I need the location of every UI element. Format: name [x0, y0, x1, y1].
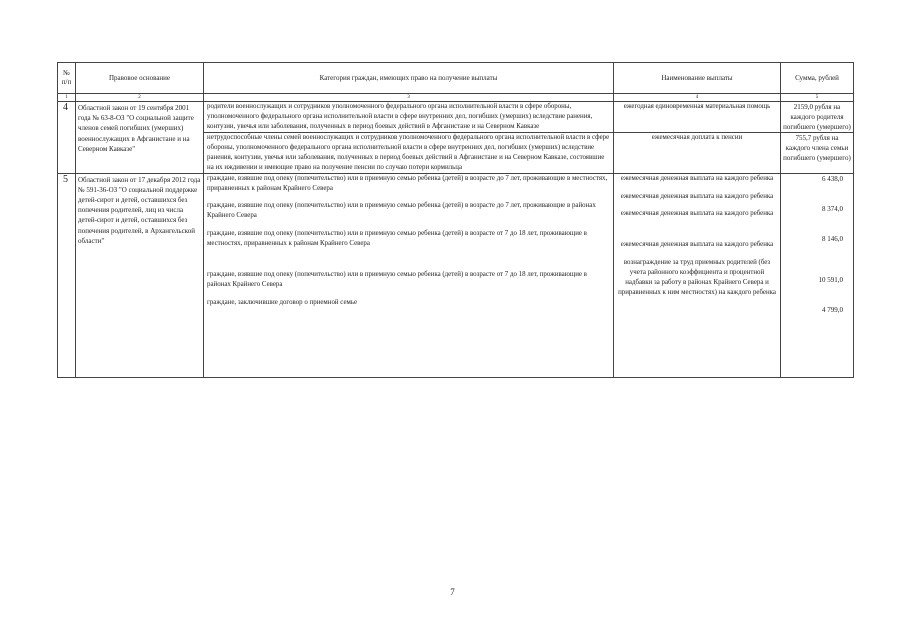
amount-cell [781, 173, 854, 377]
page-number: 7 [450, 587, 455, 597]
header-legal-basis: Правовое основание [76, 63, 204, 94]
column-number: 1 [58, 94, 76, 102]
legal-basis: Областной закон от 17 декабря 2012 года № 591-36-ОЗ "О социальной поддержке детей-сирот и детей, оставшихся без попечения родителей, лиц из числа детей-сирот и детей, оставшихся без попечения родителей, в Архангельской области" [76, 173, 204, 377]
payment-name: ежемесячная денежная выплата на каждого ребенка [620, 241, 774, 249]
payment-name: вознаграждение за труд приемных родителей (без учета районного коэффициента и процентной надбавки за работу в районах Крайнего Севера и приравненных к ним местностях) на каждого ребенка [618, 259, 776, 296]
payment-amount: 8 146,0 [822, 234, 843, 243]
citizen-category: родители военнослужащих и сотрудников уполномоченного федерального органа исполнительной власти в сфере обороны, уполномоченного федерального органа исполнительной власти в сфере внутренних дел, погибших (умерших) вследствие ранения, контузии, увечья или заболевания, полученных в период боевых действий в Афганистане и на Северном Кавказе [204, 102, 614, 133]
citizen-category: нетрудоспособные члены семей военнослужащих и сотрудников уполномоченного федерального органа исполнительной власти в сфере обороны, уполномоченного федерального органа исполнительной власти в сфере внутренних дел, погибших (умерших) вследствие ранения, контузии, увечья или заболевания, полученных в период боевых действий в Афганистане и на Северном Кавказе, состоявшие на их иждивении и имеющие право на получение пенсии по случаю потери кормильца [204, 133, 614, 174]
citizen-category: граждане, взявшие под опеку (попечительство) или в приемную семью ребенка (детей) в возрасте до 7 лет, проживающие в районах Крайнего Севера [207, 202, 596, 220]
column-number: 3 [204, 94, 614, 102]
citizen-category: граждане, взявшие под опеку (попечительство) или в приемную семью ребенка (детей) в возрасте до 7 лет, проживающие в местностях, приравненных к районам Крайнего Севера [207, 174, 608, 192]
citizen-category: граждане, взявшие под опеку (попечительство) или в приемную семью ребенка (детей) в возрасте от 7 до 18 лет, проживающие в местностях, приравненных к районам Крайнего Севера [207, 230, 587, 248]
payment-amount: 4 799,0 [822, 305, 843, 314]
column-number: 2 [76, 94, 204, 102]
header-category: Категория граждан, имеющих право на получение выплаты [204, 63, 614, 94]
payment-amount: 755,7 рубля на каждого члена семьи погибшего (умершего) [781, 133, 854, 174]
payment-name: ежемесячная денежная выплата на каждого ребенка [620, 210, 774, 218]
benefits-table [57, 62, 854, 378]
row-number: 4 [58, 102, 76, 174]
payment-name: ежемесячная доплата к пенсии [614, 133, 781, 174]
payment-amount: 10 591,0 [818, 275, 843, 284]
column-number-row [58, 94, 854, 102]
payment-amount: 2159,0 рубля на каждого родителя погибшего (умершего) [781, 102, 854, 133]
table-header-row [58, 63, 854, 94]
row-number: 5 [58, 173, 76, 377]
header-number: № п/п [58, 63, 76, 94]
column-number: 5 [781, 94, 854, 102]
payment-cell [614, 173, 781, 377]
legal-basis: Областной закон от 19 сентября 2001 года № 63-8-ОЗ "О социальной защите членов семей погибших (умерших) военнослужащих в Афганистане и на Северном Кавказе" [76, 102, 204, 174]
column-number: 4 [614, 94, 781, 102]
table-row [58, 173, 854, 377]
header-amount: Сумма, рублей [781, 63, 854, 94]
payment-amount: 6 438,0 [822, 174, 843, 183]
header-payment-name: Наименование выплаты [614, 63, 781, 94]
payment-name: ежемесячная денежная выплата на каждого ребенка [620, 174, 774, 182]
category-cell [204, 173, 614, 377]
payment-amount: 8 374,0 [822, 204, 843, 213]
table-row [58, 102, 854, 133]
payment-name: ежемесячная денежная выплата на каждого ребенка [620, 192, 774, 200]
payment-name: ежегодная единовременная материальная помощь [614, 102, 781, 133]
citizen-category: граждане, взявшие под опеку (попечительство) или в приемную семью ребенка (детей) в возрасте от 7 до 18 лет, проживающие в районах Крайнего Севера [207, 271, 587, 288]
citizen-category: граждане, заключившие договор о приемной семье [207, 298, 358, 306]
